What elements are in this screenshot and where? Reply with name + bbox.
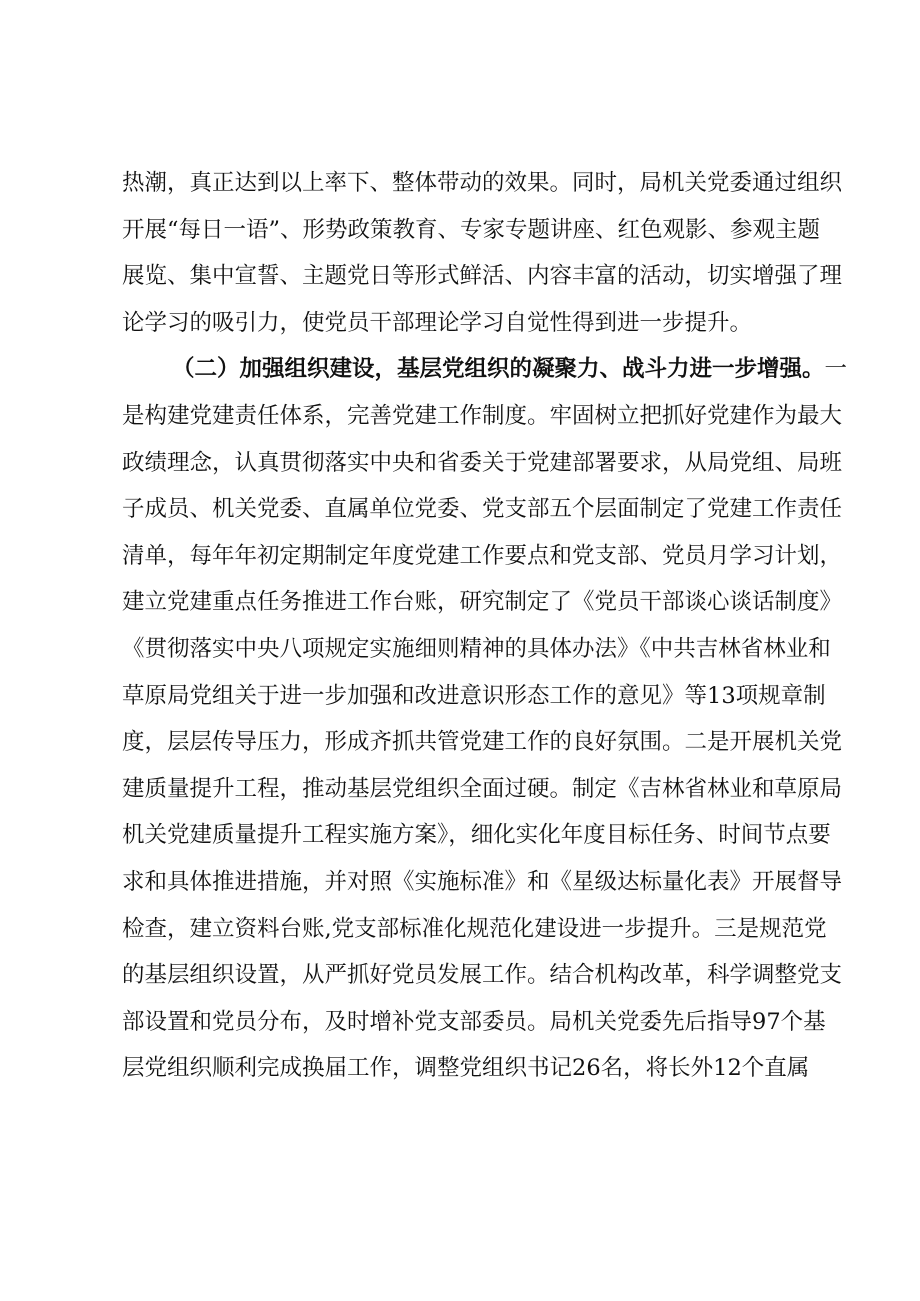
paragraph-line: 的基层组织设置，从严抓好党员发展工作。结合机构改革，科学调整党支 xyxy=(122,962,843,989)
paragraph-line: 建质量提升工程，推动基层党组织全面过硬。制定《吉林省林业和草原局 xyxy=(122,775,843,802)
section-heading-line xyxy=(122,346,848,393)
paragraph-line: 《贯彻落实中央八项规定实施细则精神的具体办法》《中共吉林省林业和 xyxy=(122,635,831,662)
paragraph-line: 开展“每日一语”、形势政策教育、专家专题讲座、红色观影、参观主题 xyxy=(122,216,821,243)
section-heading: （二）加强组织建设，基层党组织的凝聚力、战斗力进一步增强。 xyxy=(172,356,825,383)
document-body xyxy=(122,160,848,1092)
paragraph-line: 论学习的吸引力，使党员干部理论学习自觉性得到进一步提升。 xyxy=(122,309,753,336)
paragraph-line: 建立党建重点任务推进工作台账，研究制定了《党员干部谈心谈话制度》 xyxy=(122,589,843,616)
paragraph-line: 度，层层传导压力，形成齐抓共管党建工作的良好氛围。二是开展机关党 xyxy=(122,729,843,756)
paragraph-line: 部设置和党员分布，及时增补党支部委员。局机关党委先后指导97个基 xyxy=(122,1008,826,1035)
paragraph-line: 热潮，真正达到以上率下、整体带动的效果。同时，局机关党委通过组织 xyxy=(122,170,843,196)
paragraph-line: 政绩理念，认真贯彻落实中央和省委关于党建部署要求，从局党组、局班 xyxy=(122,449,843,476)
paragraph-line: 层党组织顺利完成换届工作，调整党组织书记26名，将长外12个直属 xyxy=(122,1055,810,1082)
paragraph-line: 检查，建立资料台账,党支部标准化规范化建设进一步提升。三是规范党 xyxy=(122,915,827,942)
paragraph-line: 展览、集中宣誓、主题党日等形式鲜活、内容丰富的活动，切实增强了理 xyxy=(122,263,843,290)
paragraph-line: 是构建党建责任体系，完善党建工作制度。牢固树立把抓好党建作为最大 xyxy=(122,402,843,429)
paragraph-line: 子成员、机关党委、直属单位党委、党支部五个层面制定了党建工作责任 xyxy=(122,496,843,523)
paragraph-line: 草原局党组关于进一步加强和改进意识形态工作的意见》等13项规章制 xyxy=(122,682,826,709)
paragraph-line: 机关党建质量提升工程实施方案》，细化实化年度目标任务、时间节点要 xyxy=(122,822,831,849)
paragraph-line: 清单，每年年初定期制定年度党建工作要点和党支部、党员月学习计划， xyxy=(122,542,843,569)
heading-line-tail: 一 xyxy=(824,356,848,383)
paragraph-line: 求和具体推进措施，并对照《实施标准》和《星级达标量化表》开展督导 xyxy=(122,868,843,895)
